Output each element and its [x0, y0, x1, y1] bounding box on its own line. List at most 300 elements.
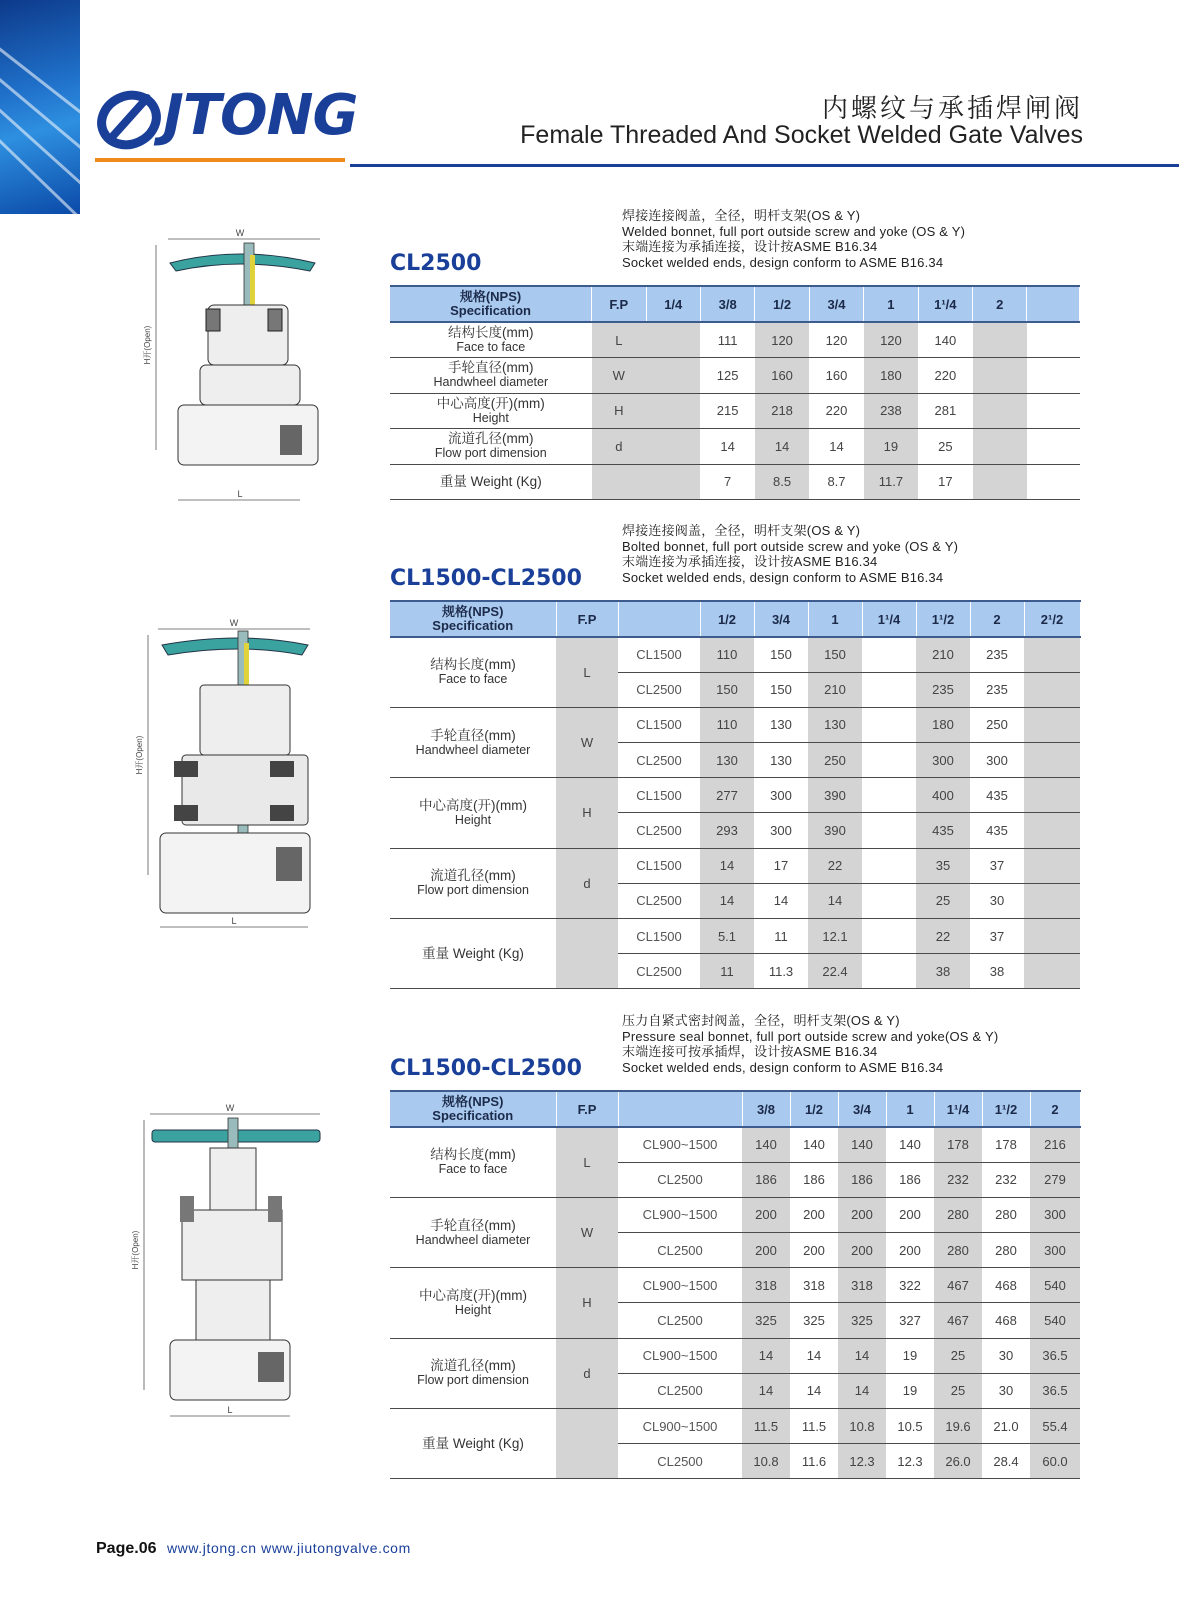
cell-value: 322: [899, 1277, 921, 1293]
logo-mark-icon: [95, 86, 165, 153]
pressure-class: CL2500: [618, 1373, 742, 1408]
cell-value: 178: [995, 1137, 1017, 1153]
table-row: [390, 1197, 1080, 1232]
cell-value: 318: [838, 1268, 886, 1303]
size-header: 2: [973, 286, 1027, 322]
cell-value: 235: [986, 647, 1008, 663]
spec-header: 规格(NPS) Specification: [390, 286, 592, 322]
cell-value: 186: [742, 1162, 790, 1197]
cell-value: 180: [864, 358, 918, 394]
cell-value: [862, 637, 916, 672]
pressure-class: CL1500: [618, 848, 700, 883]
cell-value: 25: [916, 883, 970, 918]
cell-value: 12.3: [897, 1453, 923, 1469]
cell-value: 540: [1030, 1303, 1080, 1338]
pressure-class: CL2500: [618, 672, 700, 707]
cell-value: 200: [899, 1242, 921, 1258]
table-row: [390, 919, 1080, 954]
cell-value: 21.0: [993, 1418, 1019, 1434]
table-row: [390, 707, 1080, 742]
dim-l-label: L: [237, 489, 243, 499]
pressure-class: CL2500: [618, 743, 700, 778]
size-header: 1¹/2: [982, 1091, 1030, 1127]
cell-value: 300: [770, 823, 792, 839]
row-label: [390, 322, 592, 358]
row-label-en: Flow port dimension: [417, 1373, 529, 1388]
row-label: [390, 358, 592, 394]
page-number: Page.06: [96, 1540, 157, 1557]
row-label: [390, 1127, 556, 1197]
cell-value: 232: [934, 1162, 982, 1197]
row-label-en: Height: [454, 812, 492, 827]
cell-value: [1024, 637, 1080, 672]
row-symbol: H: [556, 778, 618, 848]
row-label-en: Height: [472, 410, 509, 425]
page-title-en: Female Threaded And Socket Welded Gate Valves: [520, 121, 1083, 149]
dim-h-label: H开(Open): [131, 1230, 140, 1270]
fp-header: F.P: [592, 286, 646, 322]
spec-table-2: [390, 600, 1081, 989]
size-header: 3/4: [754, 601, 808, 637]
cell-value: [973, 393, 1027, 429]
cell-value: 325: [742, 1303, 790, 1338]
brand-wordmark: JTONG: [163, 83, 358, 148]
size-header: 1: [808, 601, 862, 637]
spec-table-3: [390, 1090, 1081, 1479]
row-symbol: d: [592, 429, 646, 465]
cell-value: 37: [989, 858, 1005, 874]
cell-value: 215: [716, 403, 739, 419]
row-symbol: L: [556, 1127, 618, 1197]
cell-value: 30: [998, 1383, 1014, 1399]
cell-value: [646, 322, 700, 358]
pressure-class: CL900~1500: [618, 1127, 742, 1162]
cell-value: 60.0: [1030, 1444, 1080, 1479]
table-row: [390, 358, 1080, 394]
pressure-class: CL2500: [618, 1444, 742, 1479]
pressure-class: CL1500: [618, 778, 700, 813]
row-label: [390, 1268, 556, 1338]
row-label-cn: 手轮直径(mm): [430, 727, 516, 743]
cell-value: [862, 919, 916, 954]
cell-value: 435: [986, 787, 1008, 803]
cell-value: 11.6: [801, 1453, 827, 1469]
cell-value: 130: [700, 743, 754, 778]
cell-value: [1024, 743, 1080, 778]
row-label: [390, 637, 556, 707]
row-symbol: L: [556, 637, 618, 707]
pressure-class: CL900~1500: [618, 1409, 742, 1444]
cell-value: [646, 464, 700, 500]
size-header: 1¹/2: [916, 601, 970, 637]
row-label-cn: 流道孔径(mm): [430, 868, 516, 884]
cell-value: 280: [934, 1197, 982, 1232]
cell-value: [862, 778, 916, 813]
cell-value: 14: [700, 848, 754, 883]
cell-value: 250: [808, 743, 862, 778]
pressure-class: CL2500: [618, 883, 700, 918]
row-label: [390, 393, 592, 429]
cell-value: 468: [995, 1313, 1017, 1329]
cell-value: 19: [902, 1348, 918, 1364]
cell-value: [862, 743, 916, 778]
row-symbol: W: [556, 1197, 618, 1267]
table-row: [390, 1338, 1080, 1373]
cell-value: 150: [770, 682, 792, 698]
cell-value: 160: [825, 367, 848, 383]
size-header: 1/4: [646, 286, 700, 322]
row-label: [390, 1197, 556, 1267]
cell-value: 14: [806, 1348, 822, 1364]
section-1-class-label: CL2500: [390, 251, 482, 276]
cell-value: 210: [916, 637, 970, 672]
cell-value: 11: [700, 954, 754, 989]
cell-value: 30: [998, 1348, 1014, 1364]
cell-value: 300: [1030, 1197, 1080, 1232]
section-3-description: [622, 1013, 998, 1075]
desc-line: 末端连接为承插连接，设计按ASME B16.34: [622, 239, 878, 254]
desc-line: 焊接连接阀盖，全径，明杆支架(OS & Y): [622, 208, 861, 223]
cell-value: 22.4: [808, 954, 862, 989]
cell-value: [862, 883, 916, 918]
dim-h-label: H开(Open): [143, 325, 152, 365]
cell-value: 390: [808, 778, 862, 813]
dim-h-label: H开(Open): [135, 735, 144, 775]
table-header-row: [390, 286, 1080, 322]
cell-value: 12.1: [808, 919, 862, 954]
cell-value: 200: [803, 1207, 825, 1223]
row-label: [390, 707, 556, 777]
spec-header: 规格(NPS) Specification: [390, 601, 556, 637]
row-label-cn: 手轮直径(mm): [448, 360, 534, 376]
cell-value: 318: [803, 1277, 825, 1293]
logo-underline: [95, 158, 345, 162]
cell-value: [973, 322, 1027, 358]
desc-line: Socket welded ends, design conform to ASME B16.34: [622, 254, 944, 270]
pressure-class: CL900~1500: [618, 1338, 742, 1373]
desc-line: Pressure seal bonnet, full port outside screw and yoke(OS & Y): [622, 1028, 999, 1044]
cell-value: [646, 429, 700, 465]
row-symbol: [556, 919, 618, 989]
cell-value: 25: [934, 1373, 982, 1408]
cell-value: 140: [899, 1137, 921, 1153]
cell-value: [1024, 813, 1080, 848]
cell-value: [1024, 672, 1080, 707]
cell-value: 467: [934, 1303, 982, 1338]
row-label: [390, 848, 556, 918]
cell-value: 235: [916, 672, 970, 707]
cell-value: [1027, 429, 1080, 465]
cell-value: 38: [989, 963, 1005, 979]
cell-value: [1024, 778, 1080, 813]
cell-value: [1027, 464, 1080, 500]
row-label: [390, 464, 592, 500]
cell-value: 130: [770, 717, 792, 733]
cell-value: 22: [916, 919, 970, 954]
row-label-en: Handwheel diameter: [433, 375, 549, 390]
pressure-class: CL2500: [618, 813, 700, 848]
row-label-en: Height: [454, 1302, 492, 1317]
row-label-en: Handwheel diameter: [415, 1232, 531, 1247]
row-label-cn: 中心高度(开)(mm): [436, 395, 545, 411]
cell-value: 186: [838, 1162, 886, 1197]
cell-value: [1024, 848, 1080, 883]
pressure-class: CL2500: [618, 1233, 742, 1268]
cell-value: 150: [700, 672, 754, 707]
cell-value: 110: [700, 637, 754, 672]
row-symbol: H: [592, 393, 646, 429]
cell-value: 38: [916, 954, 970, 989]
cell-value: 14: [838, 1373, 886, 1408]
website-links[interactable]: www.jtong.cn www.jiutongvalve.com: [166, 1540, 411, 1556]
table-row: [390, 848, 1080, 883]
cell-value: 14: [742, 1373, 790, 1408]
cell-value: 14: [755, 429, 809, 465]
cell-value: [1024, 954, 1080, 989]
size-header: 3/4: [809, 286, 863, 322]
size-header: 1: [864, 286, 918, 322]
cell-value: 10.8: [742, 1444, 790, 1479]
handwheel-icon: [170, 254, 315, 271]
cell-value: 14: [720, 438, 735, 454]
dim-w-label: W: [235, 228, 245, 238]
size-header: 3/8: [700, 286, 754, 322]
cell-value: 17: [938, 474, 953, 490]
cell-value: 300: [770, 787, 792, 803]
fp-header: F.P: [556, 1091, 618, 1127]
cell-value: 11.7: [864, 464, 918, 500]
size-header: 2¹/2: [1024, 601, 1080, 637]
class-header: [618, 601, 700, 637]
cell-value: 435: [986, 823, 1008, 839]
class-header: [618, 1091, 742, 1127]
cell-value: 14: [838, 1338, 886, 1373]
cell-value: 140: [803, 1137, 825, 1153]
table-row: [390, 778, 1080, 813]
fp-header: F.P: [556, 601, 618, 637]
cell-value: [862, 813, 916, 848]
size-header: 1/2: [790, 1091, 838, 1127]
cell-value: 293: [700, 813, 754, 848]
cell-value: 200: [742, 1233, 790, 1268]
cell-value: 111: [717, 332, 738, 348]
row-label-cn: 中心高度(开)(mm): [419, 797, 527, 813]
valve-drawing-3: [130, 1100, 330, 1430]
cell-value: 300: [986, 752, 1008, 768]
cell-value: 36.5: [1030, 1338, 1080, 1373]
cell-value: 200: [838, 1197, 886, 1232]
size-header: 1¹/4: [918, 286, 972, 322]
row-label: [390, 919, 556, 989]
row-label-cn: 结构长度(mm): [430, 1147, 516, 1163]
cell-value: 125: [716, 367, 739, 383]
section-2-description: [622, 523, 958, 585]
spec-table-1: [390, 285, 1080, 500]
cell-value: [1027, 358, 1080, 394]
desc-line: Socket welded ends, design conform to ASME B16.34: [622, 1059, 944, 1075]
cell-value: 220: [934, 367, 957, 383]
desc-line: 末端连接为承插连接，设计按ASME B16.34: [622, 554, 878, 569]
row-label-en: Handwheel diameter: [415, 742, 531, 757]
cell-value: 300: [1030, 1233, 1080, 1268]
row-label: [390, 778, 556, 848]
cell-value: [1024, 919, 1080, 954]
table-row: [390, 322, 1080, 358]
section-1-description: [622, 208, 965, 270]
size-header: [1027, 286, 1080, 322]
pressure-class: CL900~1500: [618, 1197, 742, 1232]
cell-value: 318: [742, 1268, 790, 1303]
cell-value: 390: [808, 813, 862, 848]
cell-value: 140: [838, 1127, 886, 1162]
cell-value: 130: [770, 752, 792, 768]
cell-value: 110: [700, 707, 754, 742]
row-symbol: [592, 464, 646, 500]
cell-value: 232: [995, 1172, 1017, 1188]
cell-value: 8.7: [827, 474, 846, 490]
row-symbol: W: [556, 707, 618, 777]
cell-value: 14: [806, 1383, 822, 1399]
row-label-cn: 重量 Weight (Kg): [439, 473, 542, 489]
cell-value: 5.1: [700, 919, 754, 954]
table-row: [390, 637, 1080, 672]
cell-value: 178: [934, 1127, 982, 1162]
pressure-class: CL2500: [618, 1303, 742, 1338]
section-2-class-label: CL1500-CL2500: [390, 566, 582, 591]
row-label-en: Face to face: [438, 1162, 508, 1177]
cell-value: 238: [864, 393, 918, 429]
cell-value: 120: [825, 332, 848, 348]
cell-value: 10.8: [838, 1409, 886, 1444]
cell-value: 14: [742, 1338, 790, 1373]
pressure-class: CL1500: [618, 919, 700, 954]
cell-value: 210: [808, 672, 862, 707]
header-rule: [350, 164, 1179, 167]
cell-value: [1027, 393, 1080, 429]
cell-value: 10.5: [897, 1418, 923, 1434]
cell-value: 140: [934, 332, 957, 348]
cell-value: 216: [1030, 1127, 1080, 1162]
cell-value: 180: [916, 707, 970, 742]
table-row: [390, 464, 1080, 500]
row-label-en: Face to face: [456, 340, 526, 354]
row-symbol: d: [556, 1338, 618, 1408]
cell-value: 8.5: [755, 464, 809, 500]
row-label-cn: 结构长度(mm): [448, 325, 534, 340]
pressure-class: CL1500: [618, 707, 700, 742]
size-header: 1: [886, 1091, 934, 1127]
table-header-row: [390, 1091, 1080, 1127]
cell-value: 220: [825, 403, 848, 419]
cell-value: 280: [995, 1207, 1017, 1223]
cell-value: [862, 954, 916, 989]
row-label-cn: 流道孔径(mm): [430, 1358, 516, 1374]
cell-value: 325: [803, 1313, 825, 1329]
size-header: 3/8: [742, 1091, 790, 1127]
cell-value: 327: [899, 1313, 921, 1329]
cell-value: 14: [808, 883, 862, 918]
cell-value: 250: [986, 717, 1008, 733]
pressure-class: CL2500: [618, 1162, 742, 1197]
cell-value: [1024, 707, 1080, 742]
pressure-class: CL2500: [618, 954, 700, 989]
desc-line: 压力自紧式密封阀盖，全径，明杆支架(OS & Y): [622, 1013, 900, 1028]
cell-value: 35: [916, 848, 970, 883]
cell-value: 325: [838, 1303, 886, 1338]
row-symbol: W: [592, 358, 646, 394]
dim-l-label: L: [231, 916, 237, 926]
cell-value: 540: [1030, 1268, 1080, 1303]
cell-value: 200: [803, 1242, 825, 1258]
section-3-class-label: CL1500-CL2500: [390, 1056, 582, 1081]
cell-value: 150: [808, 637, 862, 672]
cell-value: 14: [773, 893, 789, 909]
page-title-cn: 内螺纹与承插焊闸阀: [821, 94, 1083, 124]
dim-l-label: L: [227, 1405, 233, 1415]
cell-value: [646, 393, 700, 429]
size-header: 3/4: [838, 1091, 886, 1127]
cell-value: 468: [995, 1277, 1017, 1293]
desc-line: 焊接连接阀盖，全径，明杆支架(OS & Y): [622, 523, 861, 538]
cell-value: 14: [700, 883, 754, 918]
cell-value: 19: [864, 429, 918, 465]
cell-value: 120: [864, 322, 918, 358]
valve-drawing-2: [130, 615, 330, 945]
cell-value: 17: [773, 858, 789, 874]
size-header: 1¹/4: [862, 601, 916, 637]
cell-value: [973, 429, 1027, 465]
cell-value: 150: [770, 647, 792, 663]
row-label-cn: 手轮直径(mm): [430, 1217, 516, 1233]
row-label-cn: 流道孔径(mm): [448, 431, 534, 447]
cell-value: 435: [916, 813, 970, 848]
footer: [96, 1540, 411, 1558]
table-row: [390, 1127, 1080, 1162]
cell-value: 25: [938, 438, 953, 454]
row-label-en: Flow port dimension: [417, 883, 529, 898]
cell-value: 400: [916, 778, 970, 813]
desc-line: Welded bonnet, full port outside screw and yoke (OS & Y): [622, 223, 966, 239]
cell-value: 22: [808, 848, 862, 883]
cell-value: 235: [986, 682, 1008, 698]
handwheel-icon: [162, 638, 308, 655]
desc-line: 末端连接可按承插焊，设计按ASME B16.34: [622, 1044, 878, 1059]
cell-value: 19: [902, 1383, 918, 1399]
cell-value: 11.3: [768, 963, 794, 979]
brand-name: [163, 83, 358, 148]
cell-value: [1027, 322, 1080, 358]
row-label-en: Face to face: [438, 672, 508, 687]
cell-value: 55.4: [1030, 1409, 1080, 1444]
table-row: [390, 1268, 1080, 1303]
pressure-class: CL1500: [618, 637, 700, 672]
desc-line: Bolted bonnet, full port outside screw and yoke (OS & Y): [622, 538, 959, 554]
cell-value: 160: [755, 358, 809, 394]
cell-value: [1024, 883, 1080, 918]
cell-value: 30: [989, 893, 1005, 909]
spec-header: 规格(NPS) Specification: [390, 1091, 556, 1127]
row-label-en: Flow port dimension: [434, 446, 547, 461]
cell-value: 36.5: [1030, 1373, 1080, 1408]
cell-value: 26.0: [934, 1444, 982, 1479]
cell-value: 130: [808, 707, 862, 742]
cell-value: [973, 358, 1027, 394]
cell-value: 467: [934, 1268, 982, 1303]
pressure-class: CL900~1500: [618, 1268, 742, 1303]
cell-value: 218: [755, 393, 809, 429]
cell-value: 200: [742, 1197, 790, 1232]
row-symbol: L: [592, 322, 646, 358]
